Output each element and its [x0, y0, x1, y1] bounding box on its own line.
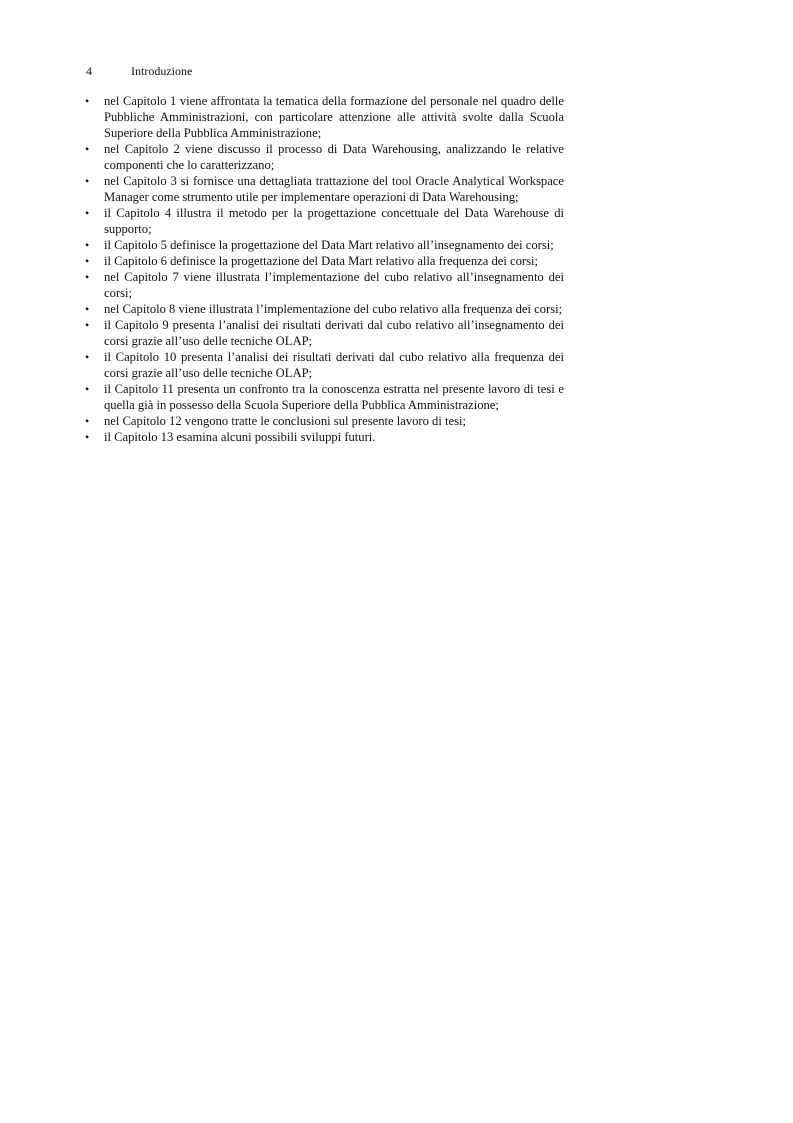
list-item: • nel Capitolo 2 viene discusso il processo di Data Warehousing, analizzando le relative componenti che lo caratterizzano; [104, 141, 564, 173]
list-item: • il Capitolo 5 definisce la progettazione del Data Mart relativo all’insegnamento dei corsi; [104, 237, 564, 253]
list-item: • il Capitolo 9 presenta l’analisi dei risultati derivati dal cubo relativo all’insegnamento dei corsi grazie all’uso delle tecniche OLAP; [104, 317, 564, 349]
list-item: • il Capitolo 10 presenta l’analisi dei risultati derivati dal cubo relativo alla frequenza dei corsi grazie all’uso delle tecniche OLAP; [104, 349, 564, 381]
list-item: • nel Capitolo 7 viene illustrata l’implementazione del cubo relativo all’insegnamento dei corsi; [104, 269, 564, 301]
list-item: • il Capitolo 11 presenta un confronto tra la conoscenza estratta nel presente lavoro di tesi e quella già in possesso della Scuola Superiore della Pubblica Amministrazione; [104, 381, 564, 413]
list-item: • il Capitolo 6 definisce la progettazione del Data Mart relativo alla frequenza dei corsi; [104, 253, 564, 269]
list-item: • nel Capitolo 1 viene affrontata la tematica della formazione del personale nel quadro delle Pubbliche Amministrazioni, con particolare attenzione alle attività svolte dalla Scuola Superiore della Pubblica Amministrazione; [104, 93, 564, 141]
running-title: Introduzione [131, 64, 193, 78]
list-item: • nel Capitolo 12 vengono tratte le conclusioni sul presente lavoro di tesi; [104, 413, 564, 429]
list-item: • il Capitolo 4 illustra il metodo per la progettazione concettuale del Data Warehouse di supporto; [104, 205, 564, 237]
page-number: 4 [86, 64, 92, 78]
running-header [86, 64, 192, 78]
list-item: • nel Capitolo 8 viene illustrata l’implementazione del cubo relativo alla frequenza dei corsi; [104, 301, 564, 317]
list-item: • nel Capitolo 3 si fornisce una dettagliata trattazione del tool Oracle Analytical Workspace Manager come strumento utile per implementare operazioni di Data Warehousing; [104, 173, 564, 205]
chapter-overview-list [104, 93, 564, 445]
list-item: • il Capitolo 13 esamina alcuni possibili sviluppi futuri. [104, 429, 564, 445]
